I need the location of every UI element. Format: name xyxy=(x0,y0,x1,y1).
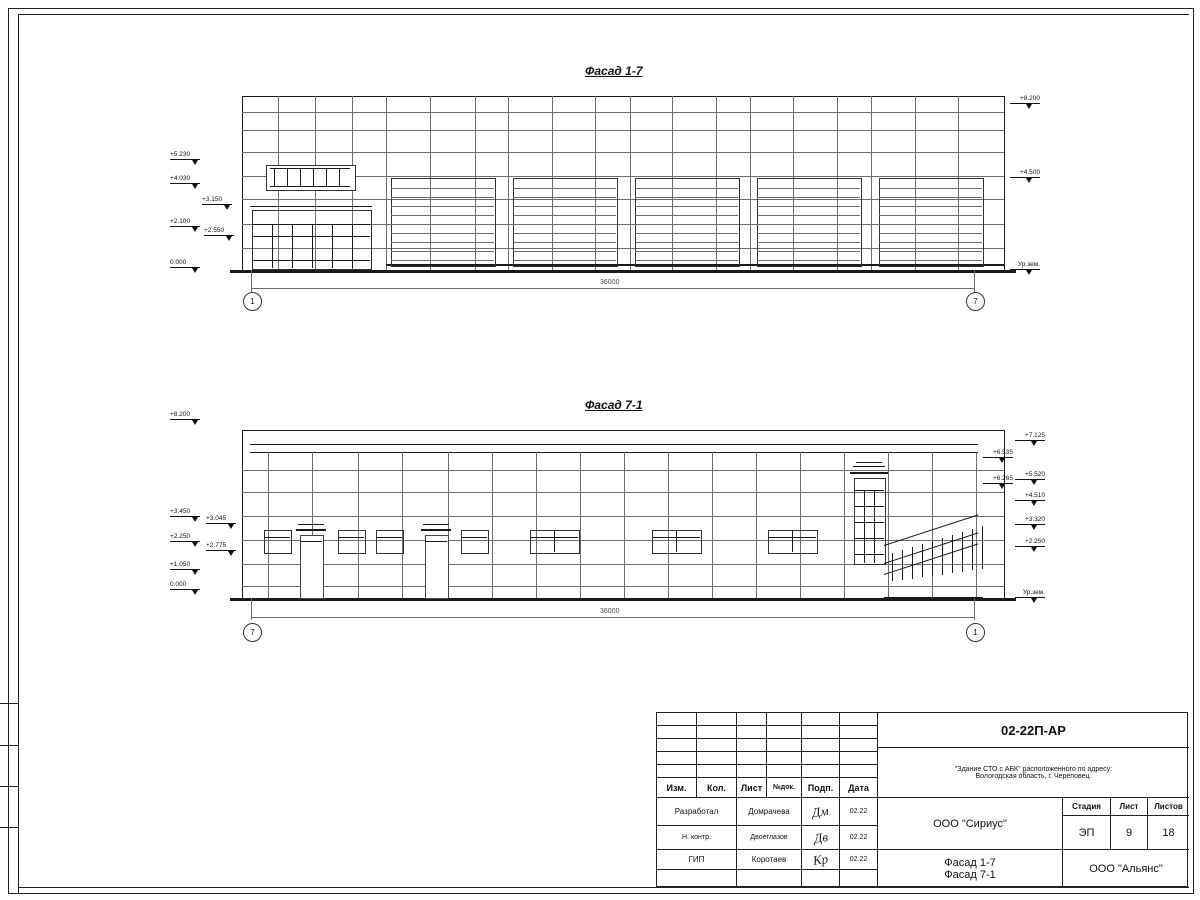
title-block xyxy=(656,712,1188,887)
tb-header-kol: Кол. xyxy=(697,778,737,798)
sheet-name-line-2: Фасад 7-1 xyxy=(944,868,996,881)
tb-role: ГИП xyxy=(657,850,737,870)
tb-date: 02.22 xyxy=(840,850,878,870)
door-2 xyxy=(425,535,449,599)
window xyxy=(264,530,292,554)
tb-role: Разработал xyxy=(657,798,737,826)
window-double xyxy=(652,530,702,554)
gate-5 xyxy=(879,178,984,267)
project-title-line-1: "Здание СТО с АБК" расположенного по адресу: xyxy=(954,765,1113,773)
sheet-label: Лист xyxy=(1111,798,1148,816)
sheets-value: 18 xyxy=(1148,816,1189,850)
door-1 xyxy=(300,535,324,599)
axis-bubble-right: 1 xyxy=(966,623,985,642)
facade-1-7-title: Фасад 1-7 xyxy=(585,64,643,78)
gate-3 xyxy=(635,178,740,267)
tb-role: Н. контр. xyxy=(657,826,737,850)
tb-signature: Кр xyxy=(802,850,840,870)
tb-date: 02.22 xyxy=(840,826,878,850)
tb-name: Коротаев xyxy=(737,850,802,870)
project-title xyxy=(878,748,1189,798)
tb-signature: Дм xyxy=(802,798,840,826)
tb-header-izm: Изм. xyxy=(657,778,697,798)
stage-label: Стадия xyxy=(1063,798,1111,816)
axis-bubble-right: 7 xyxy=(966,292,985,311)
gate-1 xyxy=(391,178,496,267)
tb-name: Домрачева xyxy=(737,798,802,826)
sheet-code: 02-22П-АР xyxy=(878,713,1189,748)
axis-bubble-left: 7 xyxy=(243,623,262,642)
axis-bubble-left: 1 xyxy=(243,292,262,311)
overall-dimension: 36000 xyxy=(600,608,620,615)
window xyxy=(461,530,489,554)
tb-header-ndok: №док. xyxy=(767,778,802,798)
drawing-sheet: Фасад 1-7 +5.230 +4.030 +3.150 +2.100 +2.550 0.000 +8.200 +4.500 Ур.зем. 1 7 36000 Фасад 7-1 +8.200 +3.450 +3.045 +2.250 +2.775 +1.050 0.000 +7.125 +6.535 +5.520 +6.265 +4.510 +3.320 +2.250 Ур.зем. 7 1 36000 Изм. Кол. Лист №док. Подп. Дата Разработал Домрачева Дм 02.22 Н. контр. Двоеглазов Дв 02.22 ГИП Коротаев Кр 02.22 02-22П-АР "Здание СТО с АБК" расположенного по адресу: Вологодская область, г. Череповец. ООО "Сириус" Стадия Лист Листов ЭП 9 18 Фасад 1-7 Фасад 7-1 ООО "Альянс" xyxy=(0,0,1200,900)
tb-name: Двоеглазов xyxy=(737,826,802,850)
tb-signature: Дв xyxy=(802,826,840,850)
window xyxy=(338,530,366,554)
project-title-line-2: Вологодская область, г. Череповец. xyxy=(975,772,1092,780)
tb-date: 02.22 xyxy=(840,798,878,826)
sheet-name-line-1: Фасад 1-7 xyxy=(944,856,996,869)
sheet-name xyxy=(878,850,1063,887)
designer-name: ООО "Альянс" xyxy=(1089,862,1163,875)
gate-2 xyxy=(513,178,618,267)
left-margin-stamp-box xyxy=(0,703,19,893)
facade-7-1-title: Фасад 7-1 xyxy=(585,398,643,412)
tb-header-podp: Подп. xyxy=(802,778,840,798)
customer-name: ООО "Сириус" xyxy=(878,798,1063,850)
sheet-value: 9 xyxy=(1111,816,1148,850)
stage-value: ЭП xyxy=(1063,816,1111,850)
sheets-label: Листов xyxy=(1148,798,1189,816)
window xyxy=(376,530,404,554)
overall-dimension: 36000 xyxy=(600,279,620,286)
gate-4 xyxy=(757,178,862,267)
window-double xyxy=(530,530,580,554)
tb-header-data: Дата xyxy=(840,778,878,798)
window-double xyxy=(768,530,818,554)
tb-header-list: Лист xyxy=(737,778,767,798)
